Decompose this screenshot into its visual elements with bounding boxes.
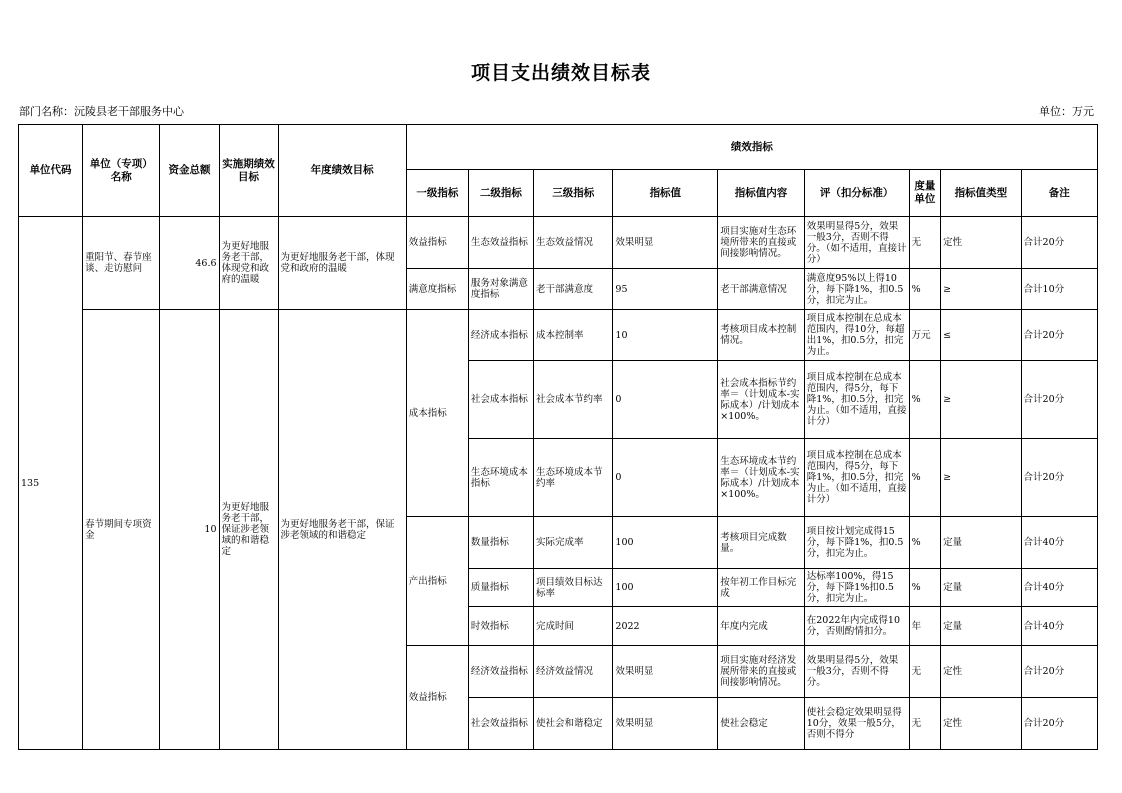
scoring-cell: 项目成本控制在总成本范围内，得10分，每超出1%，扣0.5分，扣完为止。 xyxy=(804,310,909,361)
project-amount-cell: 46.6 xyxy=(160,217,219,310)
header-level2: 二级指标 xyxy=(468,170,533,217)
measure-unit-cell: 无 xyxy=(909,698,941,750)
value-cell: 效果明显 xyxy=(613,698,718,750)
measure-unit-cell: 无 xyxy=(909,217,941,269)
value-cell: 95 xyxy=(613,269,718,310)
header-scoring: 评（扣分标准） xyxy=(804,170,909,217)
header-content: 指标值内容 xyxy=(718,170,805,217)
level3-cell: 老干部满意度 xyxy=(534,269,613,310)
header-unit-code: 单位代码 xyxy=(19,125,83,217)
scoring-cell: 效果明显得5分，效果一般3分，否则不得分。（如不适用，直接计分） xyxy=(804,217,909,269)
content-cell: 老干部满意情况 xyxy=(718,269,805,310)
value-type-cell: 定性 xyxy=(941,646,1021,698)
header-measure-unit: 度量单位 xyxy=(909,170,941,217)
header-unit-name: 单位（专项）名称 xyxy=(83,125,160,217)
level1-cell: 满意度指标 xyxy=(406,269,468,310)
level2-cell: 经济效益指标 xyxy=(468,646,533,698)
value-cell: 0 xyxy=(613,439,718,517)
header-period-goal: 实施期绩效目标 xyxy=(219,125,278,217)
level1-cell: 效益指标 xyxy=(406,217,468,269)
content-cell: 项目实施对生态环境所带来的直接或间接影响情况。 xyxy=(718,217,805,269)
scoring-cell: 项目按计划完成得15分，每下降1%，扣0.5分，扣完为止。 xyxy=(804,517,909,569)
content-cell: 使社会稳定 xyxy=(718,698,805,750)
value-type-cell: ≥ xyxy=(941,361,1021,439)
measure-unit-cell: % xyxy=(909,439,941,517)
table-row xyxy=(19,217,1098,269)
content-cell: 社会成本指标节约率＝（计划成本-实际成本）/计划成本×100%。 xyxy=(718,361,805,439)
value-cell: 100 xyxy=(613,569,718,607)
level3-cell: 成本控制率 xyxy=(534,310,613,361)
measure-unit-cell: % xyxy=(909,269,941,310)
value-type-cell: 定性 xyxy=(941,698,1021,750)
content-cell: 项目实施对经济发展所带来的直接或间接影响情况。 xyxy=(718,646,805,698)
value-type-cell: ≥ xyxy=(941,439,1021,517)
scoring-cell: 效果明显得5分，效果一般3分，否则不得分。 xyxy=(804,646,909,698)
remark-cell: 合计20分 xyxy=(1021,698,1097,750)
project-name-cell: 春节期间专项资金 xyxy=(83,310,160,750)
remark-cell: 合计40分 xyxy=(1021,517,1097,569)
level3-cell: 完成时间 xyxy=(534,607,613,646)
level2-cell: 质量指标 xyxy=(468,569,533,607)
header-indicators: 绩效指标 xyxy=(406,125,1097,170)
level2-cell: 服务对象满意度指标 xyxy=(468,269,533,310)
scoring-cell: 项目成本控制在总成本范围内，得5分，每下降1%，扣0.5分，扣完为止。（如不适用，直接计分） xyxy=(804,439,909,517)
header-value-type: 指标值类型 xyxy=(941,170,1021,217)
scoring-cell: 达标率100%，得15分，每下降1%扣0.5分，扣完为止。 xyxy=(804,569,909,607)
remark-cell: 合计20分 xyxy=(1021,439,1097,517)
value-cell: 2022 xyxy=(613,607,718,646)
value-cell: 效果明显 xyxy=(613,646,718,698)
value-type-cell: 定量 xyxy=(941,607,1021,646)
content-cell: 年度内完成 xyxy=(718,607,805,646)
table-row xyxy=(19,310,1098,361)
measure-unit-cell: % xyxy=(909,517,941,569)
header-level1: 一级指标 xyxy=(406,170,468,217)
content-cell: 生态环境成本节约率＝（计划成本-实际成本）/计划成本×100%。 xyxy=(718,439,805,517)
scoring-cell: 使社会稳定效果明显得10分，效果一般5分，否则不得分 xyxy=(804,698,909,750)
level2-cell: 生态效益指标 xyxy=(468,217,533,269)
level3-cell: 经济效益情况 xyxy=(534,646,613,698)
value-type-cell: 定性 xyxy=(941,217,1021,269)
scoring-cell: 在2022年内完成得10分，否则酌情扣分。 xyxy=(804,607,909,646)
department-name: 部门名称：沅陵县老干部服务中心 xyxy=(19,105,184,118)
level1-cell: 效益指标 xyxy=(406,646,468,750)
period-goal-cell: 为更好地服务老干部，保证涉老领域的和谐稳定 xyxy=(219,310,278,750)
level3-cell: 实际完成率 xyxy=(534,517,613,569)
value-type-cell: ≥ xyxy=(941,269,1021,310)
remark-cell: 合计40分 xyxy=(1021,569,1097,607)
header-total-funds: 资金总额 xyxy=(160,125,219,217)
level2-cell: 经济成本指标 xyxy=(468,310,533,361)
level1-cell: 成本指标 xyxy=(406,310,468,517)
measure-unit-cell: 万元 xyxy=(909,310,941,361)
project-amount-cell: 10 xyxy=(160,310,219,750)
header-remark: 备注 xyxy=(1021,170,1097,217)
level3-cell: 项目绩效目标达标率 xyxy=(534,569,613,607)
project-name-cell: 重阳节、春节座谈、走访慰问 xyxy=(83,217,160,310)
annual-goal-cell: 为更好地服务老干部，体现党和政府的温暖 xyxy=(278,217,406,310)
level1-cell: 产出指标 xyxy=(406,517,468,646)
remark-cell: 合计20分 xyxy=(1021,310,1097,361)
remark-cell: 合计20分 xyxy=(1021,361,1097,439)
level3-cell: 生态环境成本节约率 xyxy=(534,439,613,517)
currency-unit: 单位：万元 xyxy=(1039,105,1094,118)
value-type-cell: ≤ xyxy=(941,310,1021,361)
value-type-cell: 定量 xyxy=(941,569,1021,607)
value-cell: 100 xyxy=(613,517,718,569)
level2-cell: 社会效益指标 xyxy=(468,698,533,750)
measure-unit-cell: 无 xyxy=(909,646,941,698)
unit-code-cell: 135 xyxy=(19,217,83,750)
content-cell: 考核项目完成数量。 xyxy=(718,517,805,569)
measure-unit-cell: % xyxy=(909,569,941,607)
level2-cell: 数量指标 xyxy=(468,517,533,569)
level3-cell: 使社会和谐稳定 xyxy=(534,698,613,750)
value-cell: 10 xyxy=(613,310,718,361)
measure-unit-cell: % xyxy=(909,361,941,439)
remark-cell: 合计10分 xyxy=(1021,269,1097,310)
remark-cell: 合计20分 xyxy=(1021,646,1097,698)
level2-cell: 时效指标 xyxy=(468,607,533,646)
measure-unit-cell: 年 xyxy=(909,607,941,646)
remark-cell: 合计40分 xyxy=(1021,607,1097,646)
level3-cell: 社会成本节约率 xyxy=(534,361,613,439)
value-cell: 0 xyxy=(613,361,718,439)
content-cell: 考核项目成本控制情况。 xyxy=(718,310,805,361)
value-type-cell: 定量 xyxy=(941,517,1021,569)
content-cell: 按年初工作目标完成 xyxy=(718,569,805,607)
performance-target-table xyxy=(18,124,1098,750)
period-goal-cell: 为更好地服务老干部，体现党和政府的温暖 xyxy=(219,217,278,310)
level2-cell: 生态环境成本指标 xyxy=(468,439,533,517)
header-annual-goal: 年度绩效目标 xyxy=(278,125,406,217)
value-cell: 效果明显 xyxy=(613,217,718,269)
annual-goal-cell: 为更好地服务老干部，保证涉老领域的和谐稳定 xyxy=(278,310,406,750)
remark-cell: 合计20分 xyxy=(1021,217,1097,269)
header-level3: 三级指标 xyxy=(534,170,613,217)
level3-cell: 生态效益情况 xyxy=(534,217,613,269)
scoring-cell: 项目成本控制在总成本范围内，得5分，每下降1%，扣0.5分，扣完为止。（如不适用，直接计分） xyxy=(804,361,909,439)
level2-cell: 社会成本指标 xyxy=(468,361,533,439)
page-title: 项目支出绩效目标表 xyxy=(470,62,651,84)
scoring-cell: 满意度95%以上得10分，每下降1%，扣0.5分，扣完为止。 xyxy=(804,269,909,310)
header-value: 指标值 xyxy=(613,170,718,217)
